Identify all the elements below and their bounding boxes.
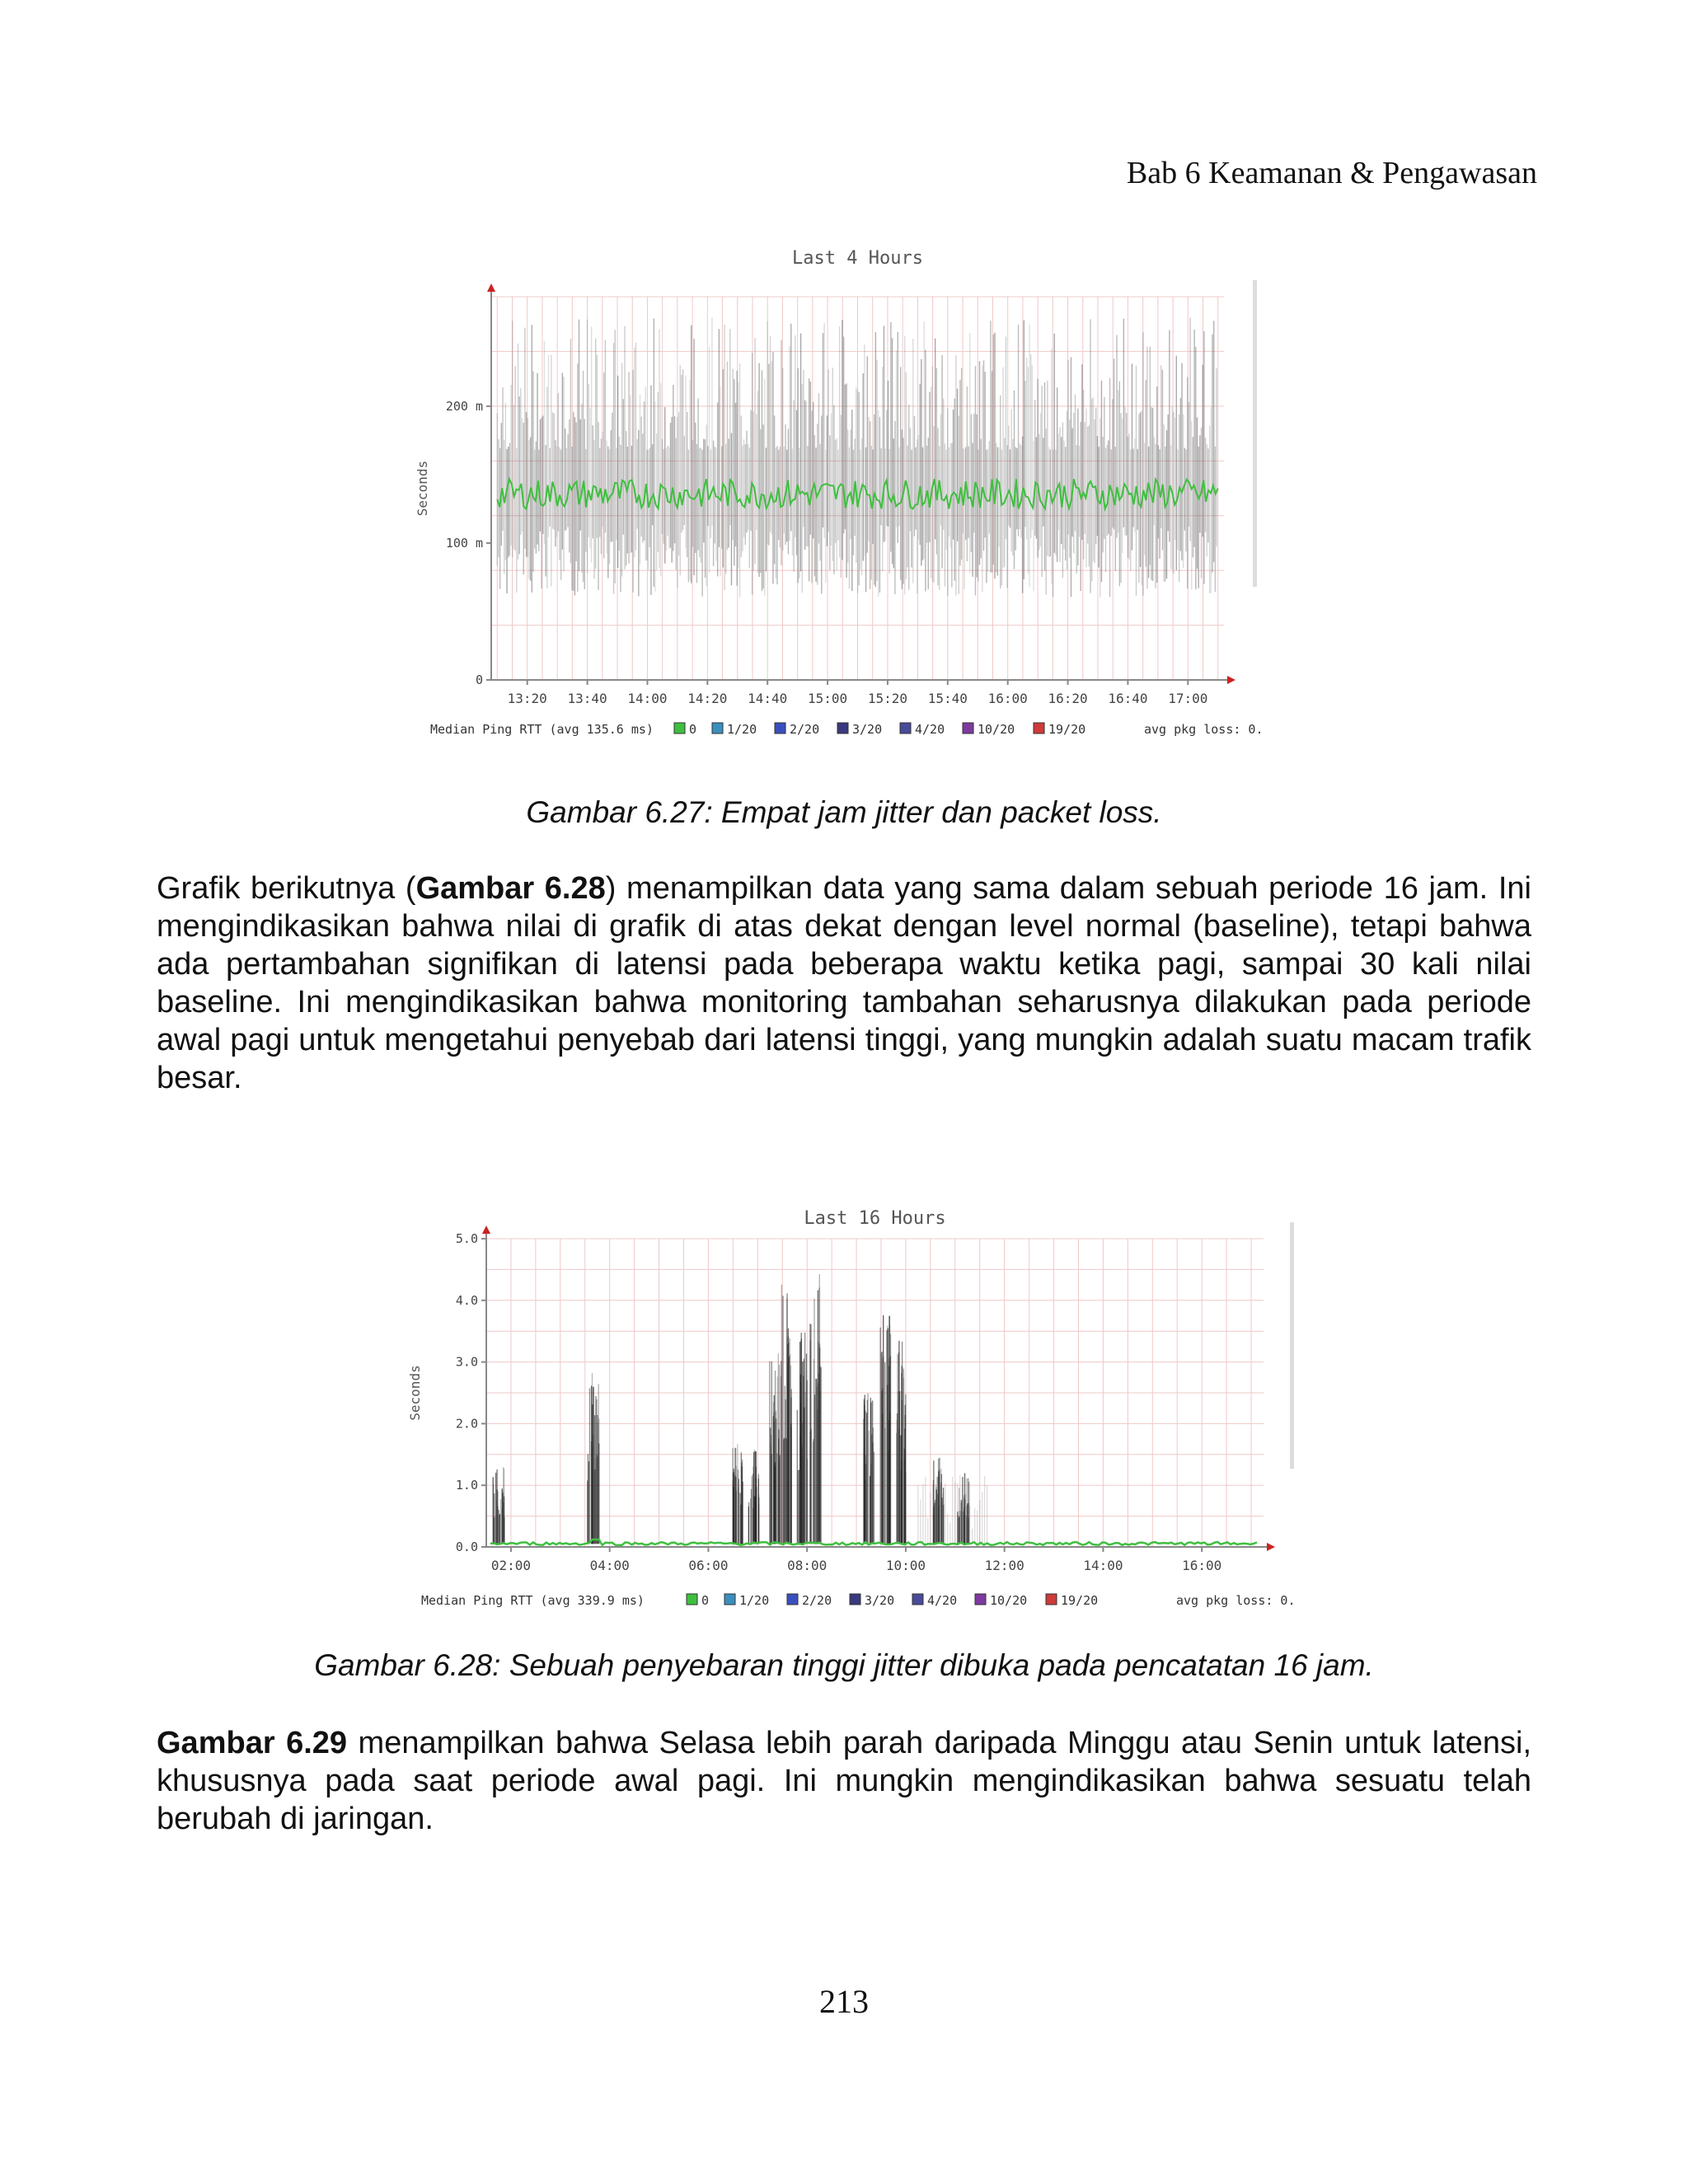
y-axis-arrow [487,284,495,292]
y-tick-label: 100 m [445,535,483,551]
x-tick-label: 17:00 [1168,691,1208,706]
figure-reference-6-29: Gambar 6.29 [157,1726,348,1760]
legend-item-label: 19/20 [1048,722,1086,737]
legend-loss-label: avg pkg loss: 0. [1144,722,1264,737]
x-tick-label: 02:00 [490,1558,532,1573]
legend-item-label: 3/20 [852,722,883,737]
y-tick-label: 2.0 [455,1416,478,1432]
legend-item-label: 1/20 [727,722,757,737]
legend-item-label: 19/20 [1061,1593,1099,1608]
legend-item-label: 0 [689,722,697,737]
legend-swatch [837,723,848,733]
x-tick-label: 14:20 [687,691,728,706]
x-tick-label: 04:00 [589,1558,630,1573]
x-tick-label: 16:00 [987,691,1028,706]
figure-caption-6-28: Gambar 6.28: Sebuah penyebaran tinggi jitter dibuka pada pencatatan 16 jam. [314,1648,1374,1682]
legend-item-label: 4/20 [927,1593,958,1608]
legend-swatch [674,723,685,733]
chart-title: Last 16 Hours [804,1208,946,1229]
legend-item-label: 2/20 [790,722,820,737]
para1-text: ) menampilkan data yang sama dalam sebuah periode 16 jam. Ini mengindikasikan bahwa nilai di grafik di atas dekat dengan level normal (baseline), tetapi bahwa ada pertambahan signifikan di latensi pada beberapa waktu ketika pagi, sampai 30 kali nilai baseline. Ini mengindikasikan bahwa monitoring tambahan seharusnya dilakukan pada periode awal pagi untuk mengetahui penyebab dari latensi tinggi, yang mungkin adalah suatu macam trafik besar. [157,871,1531,1095]
x-tick-label: 14:00 [1083,1558,1123,1573]
x-tick-label: 14:40 [748,691,788,706]
legend-swatch [1034,723,1044,733]
para1-lead: Grafik berikutnya ( [157,871,416,906]
body-paragraph-2 [157,1724,1531,1838]
running-header: Bab 6 Keamanan & Pengawasan [1126,156,1537,190]
legend-item-label: 1/20 [739,1593,770,1608]
y-axis-arrow [482,1226,490,1234]
body-paragraph-1 [157,869,1531,1097]
x-tick-label: 12:00 [984,1558,1025,1573]
y-tick-label: 200 m [445,398,483,414]
legend-median-label: Median Ping RTT (avg 339.9 ms) [421,1593,645,1608]
y-tick-label: 0.0 [455,1540,478,1554]
legend-swatch [850,1594,860,1605]
rrdtool-watermark [1253,280,1257,587]
legend-swatch [912,1594,923,1605]
legend-swatch [775,723,785,733]
figure-last-4-hours [412,239,1286,750]
rrdtool-watermark [1290,1222,1294,1469]
y-tick-label: 5.0 [455,1231,478,1246]
legend-item-label: 2/20 [802,1593,832,1608]
y-tick-label: 4.0 [455,1292,478,1308]
x-axis-arrow [1267,1543,1275,1551]
x-tick-label: 16:40 [1108,691,1148,706]
y-tick-label: 1.0 [455,1478,478,1493]
y-axis-label: Seconds [415,460,430,517]
y-axis-label: Seconds [407,1365,423,1421]
figure-caption-6-27: Gambar 6.27: Empat jam jitter dan packet loss. [526,795,1162,829]
legend-swatch [724,1594,735,1605]
legend-item-label: 3/20 [865,1593,895,1608]
x-tick-label: 13:40 [567,691,607,706]
legend-swatch [900,723,911,733]
legend-item-label: 10/20 [990,1593,1028,1608]
legend-swatch [975,1594,986,1605]
x-tick-label: 16:20 [1048,691,1088,706]
legend-swatch [712,723,723,733]
x-tick-label: 08:00 [787,1558,828,1573]
x-tick-label: 15:40 [927,691,968,706]
figure-last-16-hours [392,1199,1315,1619]
x-tick-label: 15:20 [867,691,908,706]
chart-title: Last 4 Hours [792,248,923,269]
legend-swatch [787,1594,798,1605]
x-tick-label: 06:00 [688,1558,729,1573]
para2-text: menampilkan bahwa Selasa lebih parah daripada Minggu atau Senin untuk latensi, khususnya pada saat periode awal pagi. Ini mungkin mengindikasikan bahwa sesuatu telah berubah di jaringan. [157,1726,1532,1836]
legend-swatch [1046,1594,1057,1605]
legend-item-label: 10/20 [978,722,1015,737]
y-tick-label: 3.0 [455,1354,478,1370]
legend-median-label: Median Ping RTT (avg 135.6 ms) [430,722,654,737]
y-tick-label: 0 [475,673,483,687]
x-tick-label: 16:00 [1182,1558,1222,1573]
x-tick-label: 14:00 [627,691,668,706]
x-axis-arrow [1227,676,1236,684]
x-tick-label: 10:00 [885,1558,926,1573]
page-number: 213 [819,1983,869,2020]
legend-item-label: 4/20 [915,722,945,737]
figure-reference-6-28: Gambar 6.28 [415,871,606,906]
legend-item-label: 0 [701,1593,710,1608]
smokeping-chart-16h [392,1199,1315,1619]
legend-loss-label: avg pkg loss: 0. [1176,1593,1296,1608]
smokeping-chart-4h [412,239,1286,750]
legend-swatch [963,723,973,733]
legend-swatch [687,1594,697,1605]
x-tick-label: 15:00 [807,691,848,706]
x-tick-label: 13:20 [507,691,547,706]
